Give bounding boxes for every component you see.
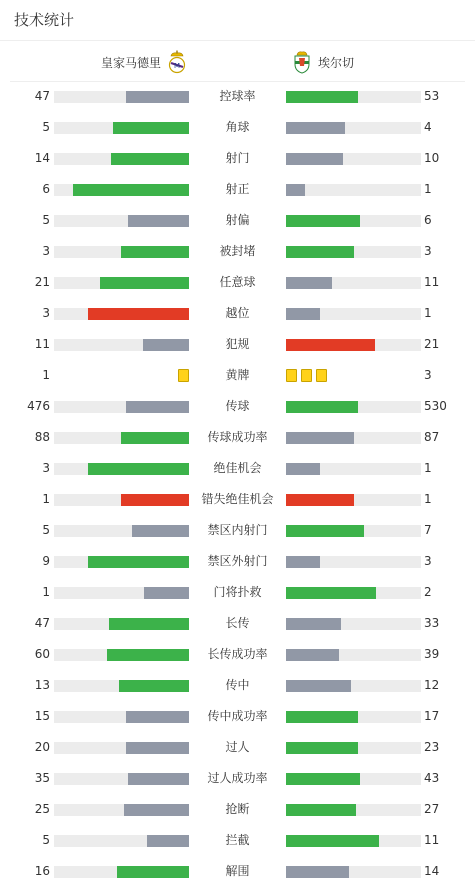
away-value: 7: [424, 523, 432, 537]
home-value: 35: [34, 771, 50, 785]
away-bar: [286, 835, 379, 847]
stat-label: 越位: [225, 306, 250, 320]
home-bar: [126, 91, 189, 103]
away-bar: [286, 246, 354, 258]
stat-row: [0, 577, 475, 608]
away-bar: [286, 711, 358, 723]
home-value: 476: [27, 399, 50, 413]
away-bar-track: [286, 122, 421, 134]
home-value: 1: [42, 585, 50, 599]
home-value: 5: [42, 120, 50, 134]
home-bar-track: [54, 215, 189, 227]
stat-label: 角球: [225, 120, 250, 134]
away-bar-track: [286, 277, 421, 289]
away-bar: [286, 339, 375, 351]
away-bar: [286, 866, 349, 878]
stat-label: 长传成功率: [207, 647, 268, 661]
home-bar: [126, 711, 189, 723]
stat-row: [0, 701, 475, 732]
home-value: 5: [42, 833, 50, 847]
away-value: 6: [424, 213, 432, 227]
away-bar: [286, 680, 351, 692]
stat-row: [0, 639, 475, 670]
away-value: 3: [424, 244, 432, 258]
stat-label: 射门: [225, 151, 250, 165]
stat-label: 传球成功率: [207, 430, 268, 444]
home-bar-track: [54, 835, 189, 847]
away-value: 17: [424, 709, 440, 723]
home-value: 20: [34, 740, 50, 754]
away-bar-track: [286, 649, 421, 661]
home-bar: [121, 432, 189, 444]
stat-label: 拦截: [225, 833, 250, 847]
home-value: 1: [42, 368, 50, 382]
stat-label: 解围: [225, 864, 250, 878]
stat-label: 抢断: [225, 802, 250, 816]
home-bar-track: [54, 463, 189, 475]
yellow-card-icon: [301, 369, 312, 382]
yellow-card-icon: [316, 369, 327, 382]
home-bar: [88, 308, 189, 320]
stat-label: 传中: [225, 678, 250, 692]
away-bar-track: [286, 339, 421, 351]
home-bar-track: [54, 91, 189, 103]
stat-row: [0, 546, 475, 577]
stat-row: [0, 453, 475, 484]
stat-label: 传球: [225, 399, 250, 413]
home-bar-track: [54, 556, 189, 568]
home-value: 6: [42, 182, 50, 196]
stat-row: [0, 794, 475, 825]
home-bar: [117, 866, 189, 878]
stat-row: [0, 81, 475, 112]
away-bar-track: [286, 246, 421, 258]
home-bar: [88, 556, 189, 568]
away-value: 10: [424, 151, 440, 165]
away-value: 530: [424, 399, 447, 413]
away-bar: [286, 184, 305, 196]
away-value: 1: [424, 461, 432, 475]
elche-crest-icon: [292, 50, 312, 74]
away-bar-track: [286, 463, 421, 475]
home-bar: [113, 122, 189, 134]
home-bar-track: [54, 308, 189, 320]
stat-row: [0, 763, 475, 794]
away-value: 43: [424, 771, 440, 785]
stat-row: [0, 360, 475, 391]
yellow-card-icon: [286, 369, 297, 382]
stat-label: 过人: [225, 740, 250, 754]
stat-row: [0, 391, 475, 422]
home-bar: [124, 804, 189, 816]
away-bar-track: [286, 587, 421, 599]
away-bar-track: [286, 835, 421, 847]
stat-label: 控球率: [219, 89, 256, 103]
away-team-name: 埃尔切: [318, 55, 355, 70]
away-value: 3: [424, 554, 432, 568]
home-bar-track: [54, 153, 189, 165]
away-bar-track: [286, 866, 421, 878]
away-bar-track: [286, 711, 421, 723]
stat-label: 禁区内射门: [207, 523, 268, 537]
away-value: 1: [424, 182, 432, 196]
stat-row: [0, 267, 475, 298]
home-value: 60: [34, 647, 50, 661]
home-bar-track: [54, 339, 189, 351]
home-value: 15: [34, 709, 50, 723]
away-bar: [286, 649, 339, 661]
home-bar-track: [54, 680, 189, 692]
home-bar: [88, 463, 189, 475]
away-bar: [286, 277, 332, 289]
home-value: 16: [34, 864, 50, 878]
away-value: 12: [424, 678, 440, 692]
away-bar-track: [286, 401, 421, 413]
home-value: 3: [42, 306, 50, 320]
home-value: 3: [42, 244, 50, 258]
home-bar: [147, 835, 189, 847]
home-bar-track: [54, 618, 189, 630]
away-bar-track: [286, 804, 421, 816]
stat-row: [0, 329, 475, 360]
away-bar-track: [286, 742, 421, 754]
away-bar: [286, 494, 354, 506]
home-bar-track: [54, 184, 189, 196]
stat-row: [0, 174, 475, 205]
away-value: 14: [424, 864, 440, 878]
home-bar: [128, 773, 189, 785]
home-bar: [119, 680, 189, 692]
away-bar: [286, 587, 376, 599]
stat-row: [0, 670, 475, 701]
stat-label: 绝佳机会: [213, 461, 262, 475]
page-title: 技术统计: [14, 11, 75, 29]
away-bar: [286, 742, 358, 754]
away-value: 39: [424, 647, 440, 661]
away-bar: [286, 308, 320, 320]
away-bar: [286, 525, 364, 537]
home-bar-track: [54, 587, 189, 599]
away-cards: [286, 369, 327, 382]
stat-label: 错失绝佳机会: [201, 492, 274, 506]
home-bar-track: [54, 122, 189, 134]
home-value: 47: [34, 616, 50, 630]
stat-row: [0, 205, 475, 236]
stat-row: [0, 484, 475, 515]
home-value: 3: [42, 461, 50, 475]
stat-label: 射正: [225, 182, 250, 196]
stat-row: [0, 112, 475, 143]
stat-label: 射偏: [225, 213, 250, 227]
home-bar-track: [54, 277, 189, 289]
home-bar: [143, 339, 189, 351]
yellow-card-icon: [178, 369, 189, 382]
stat-row: [0, 825, 475, 856]
away-bar-track: [286, 525, 421, 537]
svg-text:M: M: [173, 62, 181, 70]
home-bar-track: [54, 804, 189, 816]
away-bar-track: [286, 215, 421, 227]
real-madrid-crest-icon: [167, 50, 187, 74]
away-bar-track: [286, 153, 421, 165]
home-value: 9: [42, 554, 50, 568]
home-bar-track: [54, 649, 189, 661]
stat-row: [0, 856, 475, 887]
away-value: 33: [424, 616, 440, 630]
away-value: 27: [424, 802, 440, 816]
home-cards: [178, 369, 189, 382]
stat-row: [0, 236, 475, 267]
home-bar: [100, 277, 189, 289]
away-bar: [286, 215, 360, 227]
away-bar: [286, 773, 360, 785]
away-bar-track: [286, 494, 421, 506]
stat-label: 门将扑救: [213, 585, 262, 599]
away-value: 21: [424, 337, 440, 351]
away-bar-track: [286, 91, 421, 103]
home-value: 13: [34, 678, 50, 692]
home-bar-track: [54, 773, 189, 785]
home-bar: [144, 587, 189, 599]
away-team[interactable]: [292, 50, 354, 74]
home-bar-track: [54, 432, 189, 444]
home-bar-track: [54, 525, 189, 537]
away-value: 53: [424, 89, 440, 103]
home-bar: [126, 401, 189, 413]
home-value: 11: [34, 337, 50, 351]
away-value: 1: [424, 306, 432, 320]
away-bar-track: [286, 308, 421, 320]
stat-row: [0, 608, 475, 639]
stat-row: [0, 515, 475, 546]
stat-label: 长传: [225, 616, 250, 630]
away-bar-track: [286, 773, 421, 785]
away-bar: [286, 463, 320, 475]
away-bar: [286, 153, 343, 165]
away-bar: [286, 556, 320, 568]
stat-row: [0, 732, 475, 763]
home-value: 47: [34, 89, 50, 103]
away-value: 11: [424, 275, 440, 289]
stat-row: [0, 422, 475, 453]
away-bar: [286, 618, 341, 630]
away-bar: [286, 432, 354, 444]
home-bar: [126, 742, 189, 754]
home-bar: [73, 184, 189, 196]
away-value: 3: [424, 368, 432, 382]
home-bar: [109, 618, 189, 630]
home-bar: [107, 649, 189, 661]
away-bar: [286, 401, 358, 413]
home-value: 25: [34, 802, 50, 816]
home-value: 21: [34, 275, 50, 289]
away-value: 11: [424, 833, 440, 847]
away-bar: [286, 122, 345, 134]
stat-label: 传中成功率: [207, 709, 268, 723]
stat-row: [0, 298, 475, 329]
home-bar: [121, 494, 189, 506]
away-value: 23: [424, 740, 440, 754]
home-value: 5: [42, 213, 50, 227]
away-bar: [286, 91, 358, 103]
stat-label: 任意球: [219, 275, 256, 289]
home-bar: [128, 215, 189, 227]
away-bar-track: [286, 432, 421, 444]
away-bar-track: [286, 618, 421, 630]
stat-label: 黄牌: [225, 368, 250, 382]
home-bar: [111, 153, 189, 165]
stats-list: [0, 81, 475, 887]
home-team-name: 皇家马德里: [101, 55, 162, 70]
home-bar-track: [54, 866, 189, 878]
title-divider: [0, 40, 475, 41]
away-bar: [286, 804, 356, 816]
away-bar-track: [286, 556, 421, 568]
stat-label: 过人成功率: [207, 771, 268, 785]
stat-label: 犯规: [225, 337, 250, 351]
away-value: 1: [424, 492, 432, 506]
home-bar: [132, 525, 189, 537]
away-bar-track: [286, 680, 421, 692]
home-value: 88: [34, 430, 50, 444]
home-value: 1: [42, 492, 50, 506]
home-value: 14: [34, 151, 50, 165]
home-value: 5: [42, 523, 50, 537]
home-bar-track: [54, 494, 189, 506]
away-bar-track: [286, 184, 421, 196]
home-bar-track: [54, 742, 189, 754]
home-bar-track: [54, 401, 189, 413]
home-bar-track: [54, 246, 189, 258]
away-value: 4: [424, 120, 432, 134]
stat-label: 被封堵: [219, 244, 256, 258]
stat-label: 禁区外射门: [207, 554, 268, 568]
home-bar: [121, 246, 189, 258]
home-team[interactable]: [101, 50, 187, 74]
away-value: 87: [424, 430, 440, 444]
away-value: 2: [424, 585, 432, 599]
stat-row: [0, 143, 475, 174]
home-bar-track: [54, 711, 189, 723]
